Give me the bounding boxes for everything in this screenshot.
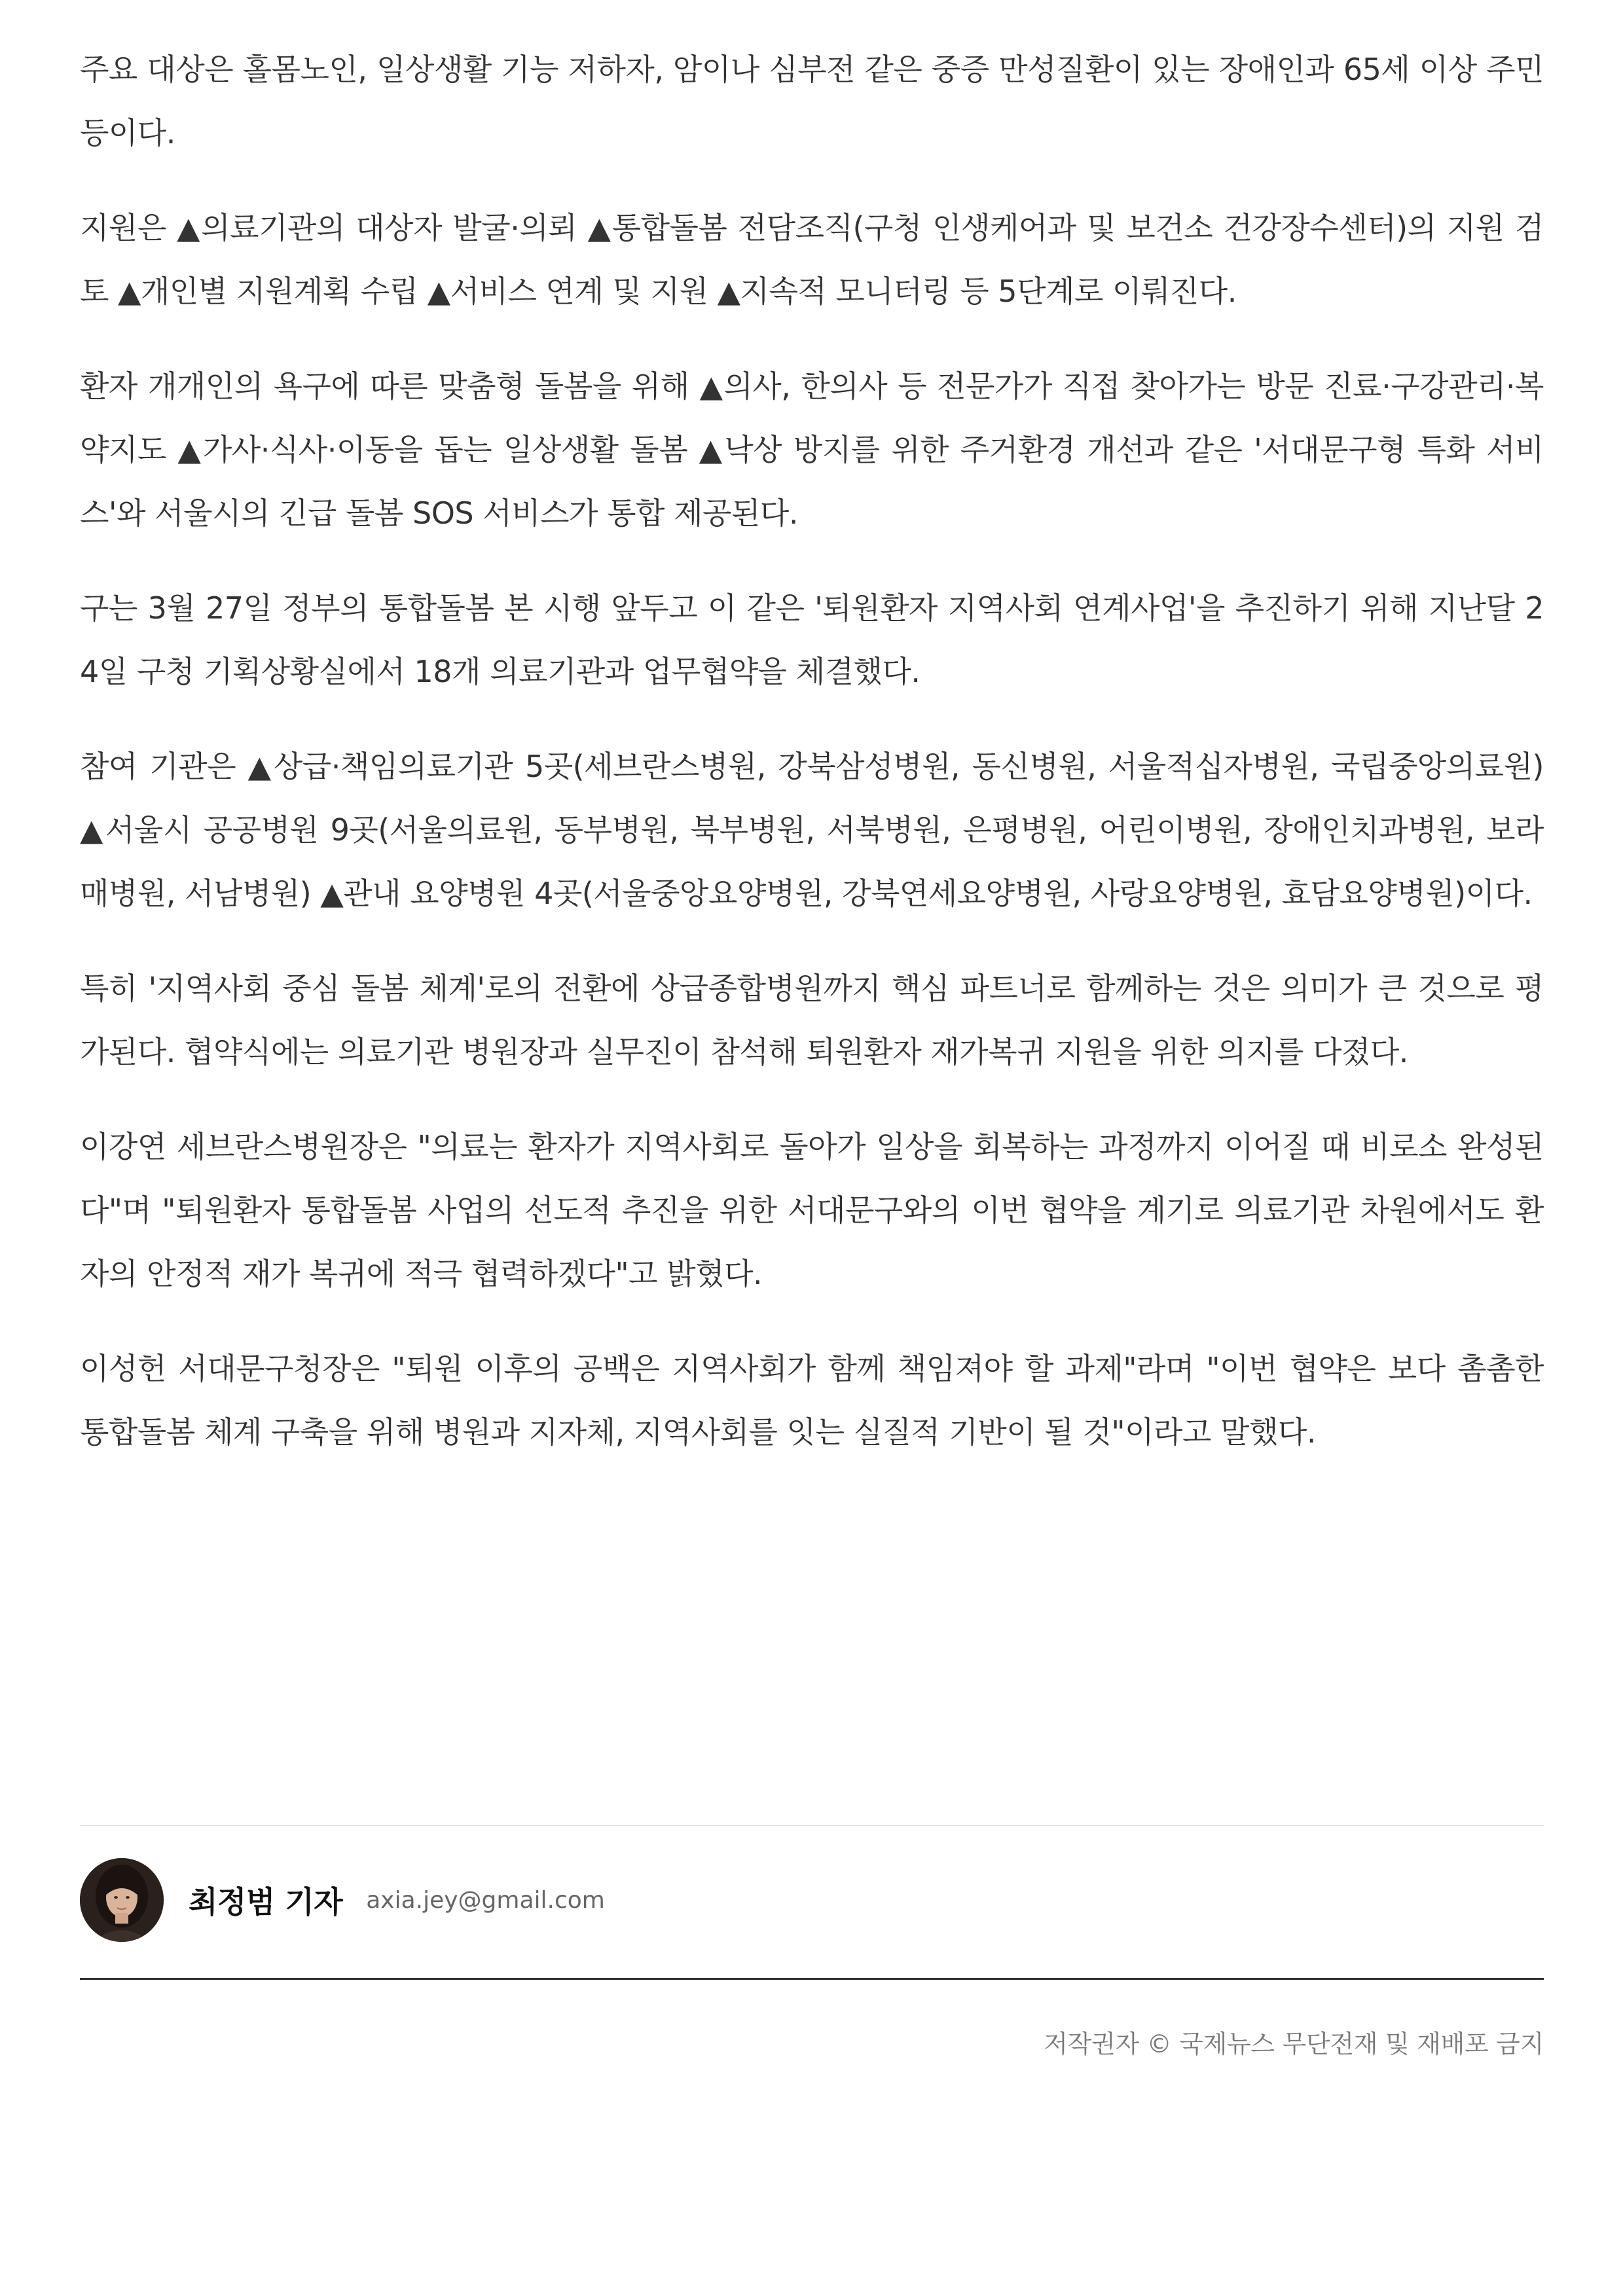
article-paragraph: 지원은 ▲의료기관의 대상자 발굴·의뢰 ▲통합돌봄 전담조직(구청 인생케어과 및 보건소 건강장수센터)의 지원 검토 ▲개인별 지원계획 수립 ▲서비스 연계 및 지원 ▲지속적 모니터링 등 5단계로 이뤄진다. [80, 210, 1544, 309]
article-paragraph: 주요 대상은 홀몸노인, 일상생활 기능 저하자, 암이나 심부전 같은 중증 만성질환이 있는 장애인과 65세 이상 주민 등이다. [80, 52, 1544, 151]
footer-divider [80, 1978, 1544, 1980]
article-paragraphs [80, 0, 1544, 1464]
article-body [80, 0, 1544, 2058]
article-paragraph: 환자 개개인의 욕구에 따른 맞춤형 돌봄을 위해 ▲의사, 한의사 등 전문가가 직접 찾아가는 방문 진료·구강관리·복약지도 ▲가사·식사·이동을 돕는 일상생활 돌봄 ▲낙상 방지를 위한 주거환경 개선과 같은 '서대문구형 특화 서비스'와 서울시의 긴급 돌봄 SOS 서비스가 통합 제공된다. [80, 368, 1544, 531]
article-paragraph: 특히 '지역사회 중심 돌봄 체계'로의 전환에 상급종합병원까지 핵심 파트너로 함께하는 것은 의미가 큰 것으로 평가된다. 협약식에는 의료기관 병원장과 실무진이 참석해 퇴원환자 재가복귀 지원을 위한 의지를 다졌다. [80, 971, 1544, 1069]
author-name[interactable]: 최정범 기자 [189, 1884, 343, 1920]
author-byline [80, 1857, 1544, 1943]
author-email[interactable]: axia.jey@gmail.com [366, 1886, 605, 1914]
byline-divider [80, 1825, 1544, 1826]
avatar-portrait-icon [80, 1858, 164, 1942]
copyright-notice: 저작권자 © 국제뉴스 무단전재 및 재배포 금지 [1044, 2030, 1544, 2058]
article-paragraph: 참여 기관은 ▲상급·책임의료기관 5곳(세브란스병원, 강북삼성병원, 동신병원, 서울적십자병원, 국립중앙의료원) ▲서울시 공공병원 9곳(서울의료원, 동부병원, 북부병원, 서북병원, 은평병원, 어린이병원, 장애인치과병원, 보라매병원, 서남병원) ▲관내 요양병원 4곳(서울중앙요양병원, 강북연세요양병원, 사랑요양병원, 효담요양병원)이다. [80, 749, 1544, 911]
article-paragraph: 이강연 세브란스병원장은 "의료는 환자가 지역사회로 돌아가 일상을 회복하는 과정까지 이어질 때 비로소 완성된다"며 "퇴원환자 통합돌봄 사업의 선도적 추진을 위한 서대문구와의 이번 협약을 계기로 의료기관 차원에서도 환자의 안정적 재가 복귀에 적극 협력하겠다"고 밝혔다. [80, 1129, 1544, 1291]
article-paragraph: 이성헌 서대문구청장은 "퇴원 이후의 공백은 지역사회가 함께 책임져야 할 과제"라며 "이번 협약은 보다 촘촘한 통합돌봄 체계 구축을 위해 병원과 지자체, 지역사회를 잇는 실질적 기반이 될 것"이라고 말했다. [80, 1351, 1544, 1450]
article-paragraph: 구는 3월 27일 정부의 통합돌봄 본 시행 앞두고 이 같은 '퇴원환자 지역사회 연계사업'을 추진하기 위해 지난달 24일 구청 기획상황실에서 18개 의료기관과 업무협약을 체결했다. [80, 590, 1544, 689]
author-avatar[interactable] [80, 1858, 164, 1942]
